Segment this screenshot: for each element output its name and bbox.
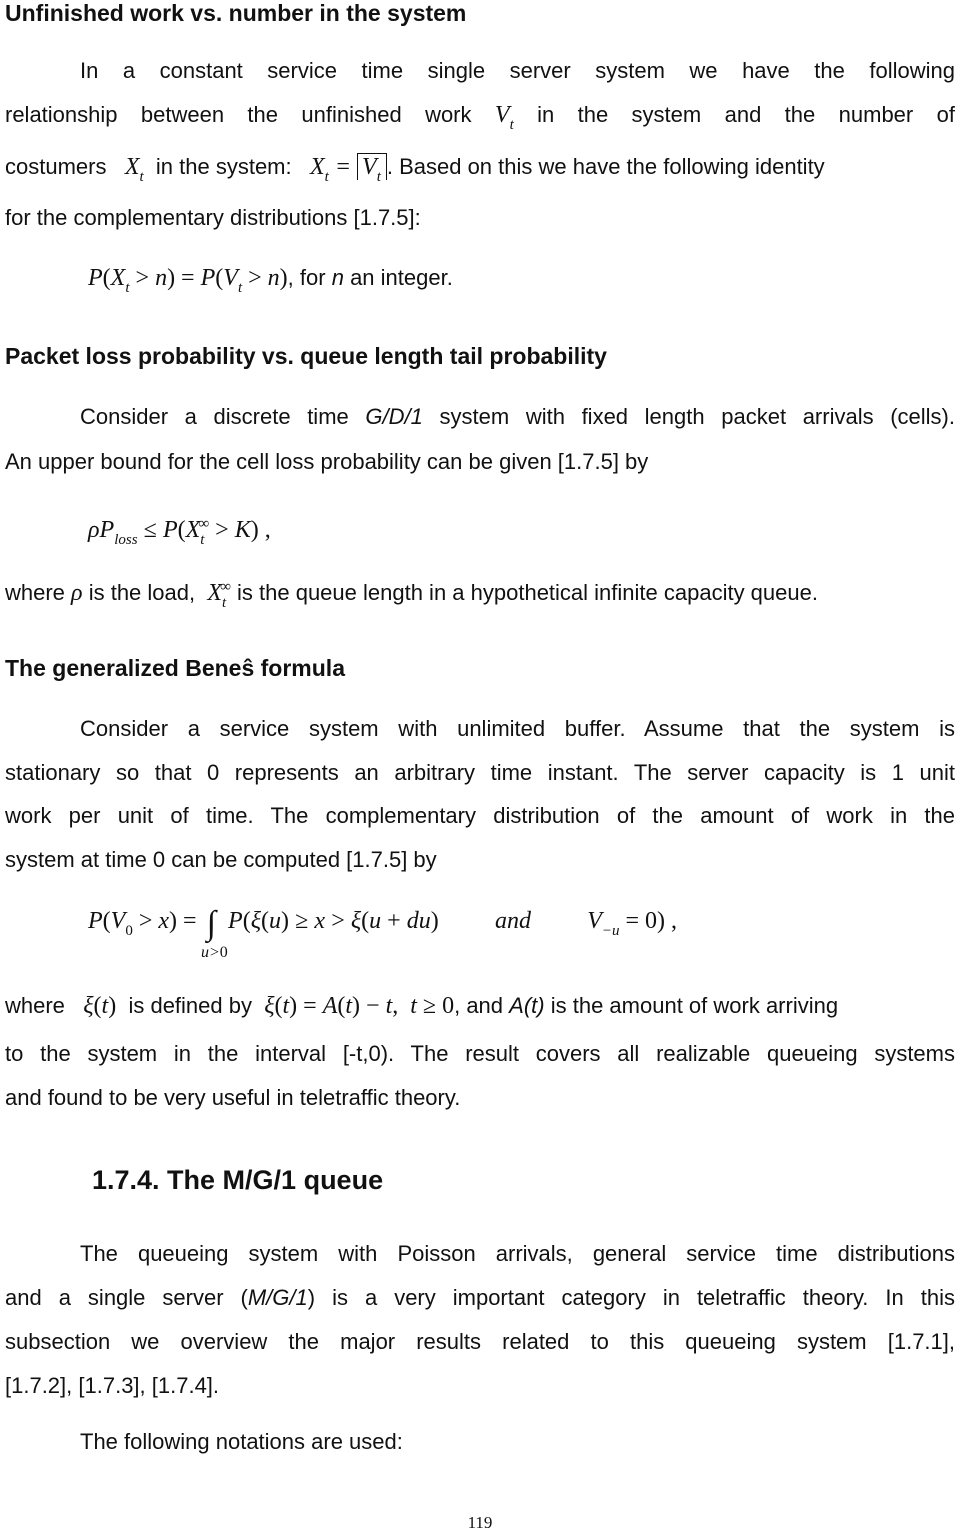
paragraph-line: The following notations are used:	[80, 1429, 403, 1454]
paragraph-line: to the system in the interval [-t,0). The result covers all realizable queueing systems	[5, 1041, 955, 1066]
heading-benes-formula: The generalized Beneŝ formula	[5, 655, 345, 681]
paragraph-line: Consider a service system with unlimited buffer. Assume that the system is	[80, 716, 955, 741]
heading-packet-loss: Packet loss probability vs. queue length tail probability	[5, 343, 607, 369]
page-number: 119	[467, 1513, 493, 1532]
paragraph-line: An upper bound for the cell loss probability can be given [1.7.5] by	[5, 449, 649, 474]
equation-tail-identity: $P(X_t > n) = P(V_t > n)$, for n an integer.	[88, 265, 453, 296]
paragraph-line: costumers $X_t$ in the system: $X_t = V_t$ . Based on this we have the following identity	[5, 154, 825, 185]
paragraph-line: In a constant service time single server system we have the following	[80, 58, 955, 83]
math-ceiling-identity: $X_t = V_t$	[310, 154, 387, 180]
paragraph-line: and found to be very useful in teletraffic theory.	[5, 1085, 461, 1110]
paragraph-line: and a single server (M/G/1) is a very important category in teletraffic theory. In this	[5, 1285, 955, 1310]
paragraph-line: where ξ(t) is defined by ξ(t) = A(t) − t, t ≥ 0, and A(t) is the amount of work arriving	[5, 993, 839, 1019]
paragraph-line: stationary so that 0 represents an arbitrary time instant. The server capacity is 1 unit	[5, 760, 955, 785]
heading-mg1-queue: 1.7.4. The M/G/1 queue	[92, 1165, 384, 1195]
equation-loss-bound: $\rho P_{loss} \le P(X_t^\infty > K)$ ,	[88, 516, 271, 548]
paragraph-line: subsection we overview the major results related to this queueing system [1.7.1],	[5, 1329, 955, 1354]
paragraph-line: system at time 0 can be computed [1.7.5] by	[5, 847, 437, 872]
paragraph-line: The queueing system with Poisson arrivals, general service time distributions	[80, 1241, 955, 1266]
integral-limit: u>0	[201, 944, 228, 961]
heading-unfinished-work: Unfinished work vs. number in the system	[5, 0, 467, 26]
math-Vt: $V_t$	[494, 102, 514, 133]
paragraph-line: work per unit of time. The complementary distribution of the amount of work in the	[5, 803, 955, 828]
equation-benes: $P(V_0 > x)$ = ∫ P(ξ(u) ≥ x > ξ(u + du) and $V_{-u} = 0$) ,	[88, 905, 678, 942]
paragraph-line: where ρ is the load, $X_t^\infty$ is the queue length in a hypothetical infinite capacity queue.	[5, 579, 818, 611]
paragraph-line: for the complementary distributions [1.7.5]:	[5, 205, 421, 230]
paragraph-line: Consider a discrete time G/D/1 system with fixed length packet arrivals (cells).	[80, 404, 955, 429]
paragraph-line: relationship between the unfinished work $V_t$ in the system and the number of	[5, 102, 955, 133]
paragraph-line: [1.7.2], [1.7.3], [1.7.4].	[5, 1373, 220, 1398]
